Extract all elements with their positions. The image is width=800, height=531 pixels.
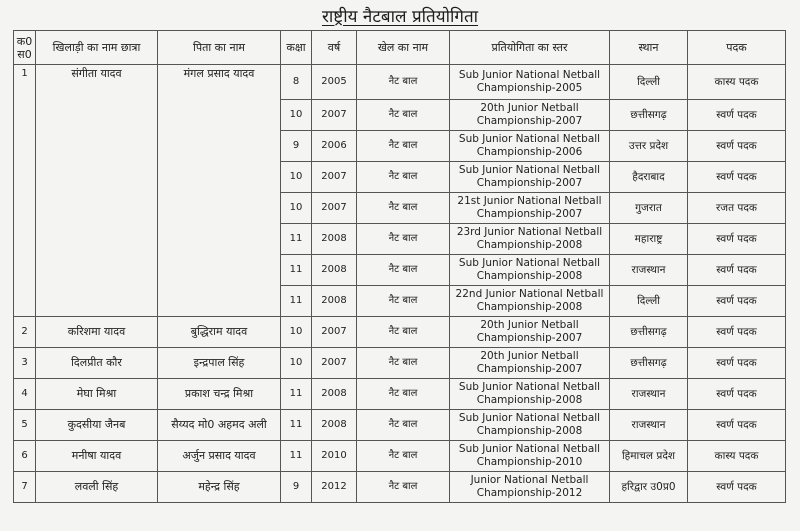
cell-sno: 6 [14,441,36,472]
cell-class: 11 [281,379,312,410]
cell-sport: नैट बाल [357,131,450,162]
cell-father-name: सैय्यद मो0 अहमद अली [158,410,281,441]
cell-father-name: महेन्द्र सिंह [158,472,281,503]
cell-place: छत्तीसगढ़ [610,100,688,131]
cell-sport: नैट बाल [357,224,450,255]
cell-father-name: मंगल प्रसाद यादव [158,65,281,317]
cell-year: 2008 [312,255,357,286]
header-student: खिलाड़ी का नाम छात्रा [36,31,158,65]
cell-medal: स्वर्ण पदक [688,348,786,379]
cell-class: 11 [281,441,312,472]
header-row [14,31,786,65]
cell-class: 10 [281,193,312,224]
cell-year: 2007 [312,100,357,131]
header-sno: क0 स0 [14,31,36,65]
header-sport: खेल का नाम [357,31,450,65]
cell-father-name: इन्द्रपाल सिंह [158,348,281,379]
cell-level: Sub Junior National Netball Championship-2008 [450,379,610,410]
cell-year: 2007 [312,348,357,379]
table-row [14,472,786,503]
cell-place: दिल्ली [610,65,688,100]
cell-year: 2006 [312,131,357,162]
cell-medal: स्वर्ण पदक [688,131,786,162]
header-year: वर्ष [312,31,357,65]
table-row [14,379,786,410]
cell-year: 2007 [312,162,357,193]
cell-medal: कास्य पदक [688,441,786,472]
cell-level: 22nd Junior National Netball Championship-2008 [450,286,610,317]
table-body [14,65,786,503]
cell-student-name: मनीषा यादव [36,441,158,472]
cell-student-name: कुदसीया जैनब [36,410,158,441]
cell-medal: स्वर्ण पदक [688,255,786,286]
cell-sport: नैट बाल [357,65,450,100]
cell-sno: 7 [14,472,36,503]
cell-level: 20th Junior Netball Championship-2007 [450,100,610,131]
cell-sport: नैट बाल [357,100,450,131]
cell-medal: स्वर्ण पदक [688,410,786,441]
cell-class: 10 [281,317,312,348]
cell-class: 10 [281,162,312,193]
header-class: कक्षा [281,31,312,65]
cell-year: 2008 [312,286,357,317]
cell-place: राजस्थान [610,379,688,410]
cell-medal: स्वर्ण पदक [688,224,786,255]
cell-level: Sub Junior National Netball Championship-2008 [450,410,610,441]
cell-sport: नैट बाल [357,379,450,410]
cell-sno: 1 [14,65,36,317]
cell-class: 9 [281,131,312,162]
cell-level: Sub Junior National Netball Championship-2008 [450,255,610,286]
cell-medal: स्वर्ण पदक [688,472,786,503]
cell-class: 11 [281,286,312,317]
cell-sno: 2 [14,317,36,348]
cell-level: 23rd Junior National Netball Championship-2008 [450,224,610,255]
cell-place: राजस्थान [610,410,688,441]
cell-medal: कास्य पदक [688,65,786,100]
cell-level: Sub Junior National Netball Championship-2006 [450,131,610,162]
cell-medal: रजत पदक [688,193,786,224]
cell-class: 9 [281,472,312,503]
cell-year: 2007 [312,317,357,348]
cell-year: 2007 [312,193,357,224]
cell-place: हरिद्वार उ0प्र0 [610,472,688,503]
cell-medal: स्वर्ण पदक [688,162,786,193]
cell-place: दिल्ली [610,286,688,317]
cell-student-name: करिशमा यादव [36,317,158,348]
cell-class: 8 [281,65,312,100]
cell-sport: नैट बाल [357,348,450,379]
table-row [14,317,786,348]
cell-medal: स्वर्ण पदक [688,317,786,348]
header-medal: पदक [688,31,786,65]
cell-sport: नैट बाल [357,162,450,193]
cell-class: 10 [281,100,312,131]
table-row [14,65,786,100]
cell-medal: स्वर्ण पदक [688,286,786,317]
cell-place: हिमाचल प्रदेश [610,441,688,472]
cell-year: 2008 [312,224,357,255]
cell-level: 20th Junior Netball Championship-2007 [450,348,610,379]
cell-class: 11 [281,224,312,255]
cell-father-name: अर्जुन प्रसाद यादव [158,441,281,472]
cell-class: 11 [281,410,312,441]
cell-year: 2005 [312,65,357,100]
document-title: राष्ट्रीय नैटबाल प्रतियोगिता [321,7,479,27]
header-place: स्थान [610,31,688,65]
cell-year: 2008 [312,379,357,410]
cell-place: राजस्थान [610,255,688,286]
cell-sport: नैट बाल [357,441,450,472]
cell-level: Sub Junior National Netball Championship-2010 [450,441,610,472]
header-level: प्रतियोगिता का स्तर [450,31,610,65]
cell-place: छत्तीसगढ़ [610,317,688,348]
cell-sno: 4 [14,379,36,410]
cell-level: 20th Junior Netball Championship-2007 [450,317,610,348]
cell-father-name: बुद्धिराम यादव [158,317,281,348]
cell-level: Junior National Netball Championship-2012 [450,472,610,503]
cell-student-name: संगीता यादव [36,65,158,317]
cell-sport: नैट बाल [357,472,450,503]
cell-place: महाराष्ट्र [610,224,688,255]
cell-place: हैदराबाद [610,162,688,193]
cell-level: 21st Junior National Netball Championship-2007 [450,193,610,224]
table-row [14,410,786,441]
cell-student-name: मेघा मिश्रा [36,379,158,410]
cell-medal: स्वर्ण पदक [688,100,786,131]
cell-year: 2012 [312,472,357,503]
cell-place: उत्तर प्रदेश [610,131,688,162]
cell-place: गुजरात [610,193,688,224]
cell-level: Sub Junior National Netball Championship-2007 [450,162,610,193]
cell-student-name: लवली सिंह [36,472,158,503]
cell-sport: नैट बाल [357,317,450,348]
cell-sno: 3 [14,348,36,379]
results-table [13,30,786,503]
cell-student-name: दिलप्रीत कौर [36,348,158,379]
cell-father-name: प्रकाश चन्द्र मिश्रा [158,379,281,410]
cell-sport: नैट बाल [357,410,450,441]
cell-sno: 5 [14,410,36,441]
cell-year: 2010 [312,441,357,472]
cell-medal: स्वर्ण पदक [688,379,786,410]
cell-class: 10 [281,348,312,379]
cell-place: छत्तीसगढ़ [610,348,688,379]
cell-sport: नैट बाल [357,255,450,286]
cell-sport: नैट बाल [357,193,450,224]
table-row [14,348,786,379]
header-father: पिता का नाम [158,31,281,65]
cell-year: 2008 [312,410,357,441]
cell-level: Sub Junior National Netball Championship-2005 [450,65,610,100]
table-row [14,441,786,472]
cell-class: 11 [281,255,312,286]
cell-sport: नैट बाल [357,286,450,317]
